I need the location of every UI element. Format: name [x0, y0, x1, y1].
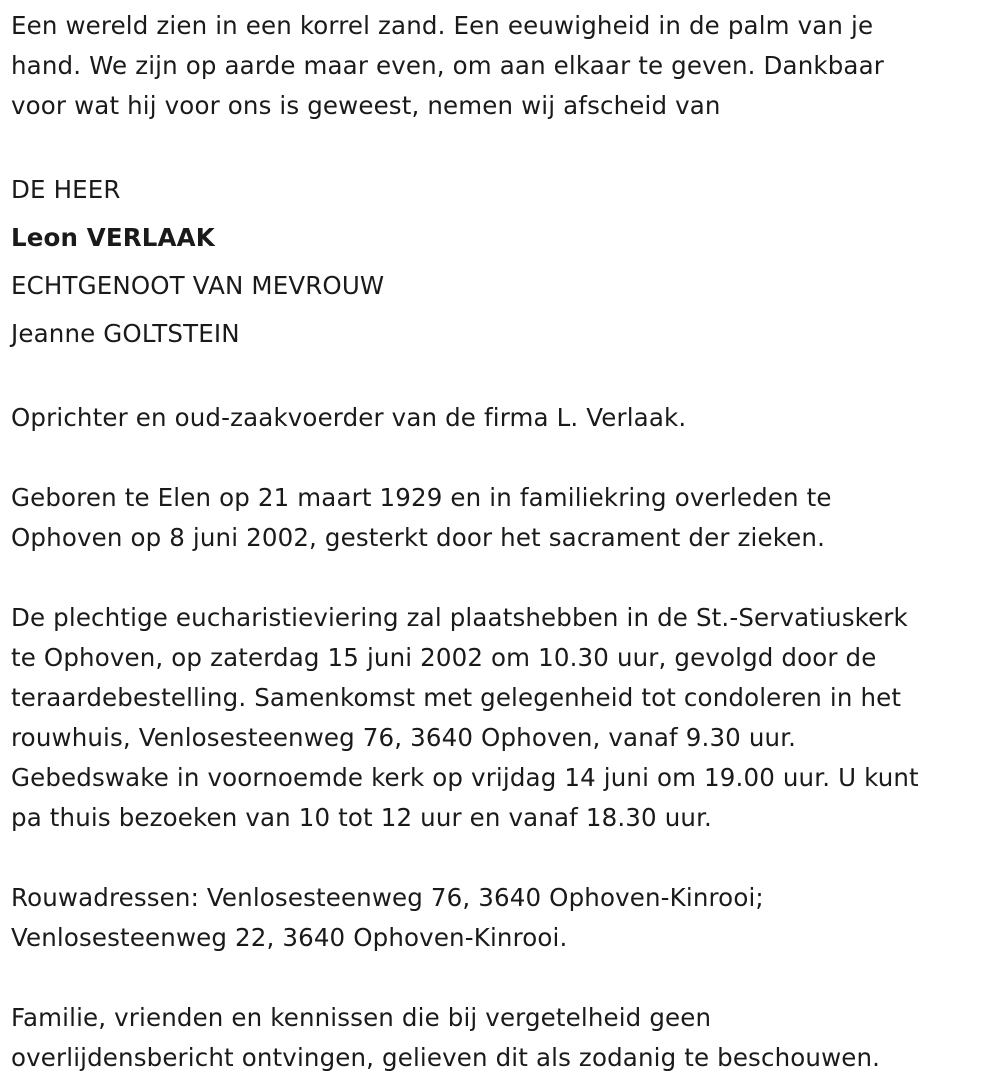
birth-death-line: Geboren te Elen op 21 maart 1929 en in familiekring overleden te [11, 483, 832, 512]
obituary-notice [11, 6, 991, 1078]
ceremony-line: teraardebestelling. Samenkomst met gelegenheid tot condoleren in het [11, 683, 902, 712]
ceremony-line: te Ophoven, op zaterdag 15 juni 2002 om 10.30 uur, gevolgd door de [11, 643, 877, 672]
ceremony-line: pa thuis bezoeken van 10 tot 12 uur en vanaf 18.30 uur. [11, 803, 712, 832]
birth-death-paragraph [11, 478, 991, 558]
notice-paragraph [11, 998, 991, 1078]
intro-line: Een wereld zien in een korrel zand. Een eeuwigheid in de palm van je [11, 11, 874, 40]
salutation: DE HEER [11, 175, 121, 204]
notice-line: Familie, vrienden en kennissen die bij vergetelheid geen [11, 1003, 712, 1032]
deceased-name: Leon VERLAAK [11, 223, 215, 252]
birth-death-line: Ophoven op 8 juni 2002, gesterkt door het sacrament der zieken. [11, 523, 826, 552]
relation-label: ECHTGENOOT VAN MEVROUW [11, 271, 385, 300]
ceremony-line: Gebedswake in voornoemde kerk op vrijdag 14 juni om 19.00 uur. U kunt [11, 763, 919, 792]
intro-line: voor wat hij voor ons is geweest, nemen wij afscheid van [11, 91, 721, 120]
addresses-paragraph [11, 878, 991, 958]
ceremony-paragraph [11, 598, 991, 838]
address-line: Venlosesteenweg 22, 3640 Ophoven-Kinrooi. [11, 923, 568, 952]
occupation-line: Oprichter en oud-zaakvoerder van de firma L. Verlaak. [11, 403, 687, 432]
address-line: Rouwadressen: Venlosesteenweg 76, 3640 Ophoven-Kinrooi; [11, 883, 764, 912]
intro-paragraph [11, 6, 991, 126]
deceased-block [11, 166, 991, 358]
ceremony-line: rouwhuis, Venlosesteenweg 76, 3640 Ophoven, vanaf 9.30 uur. [11, 723, 797, 752]
occupation-paragraph [11, 398, 991, 438]
ceremony-line: De plechtige eucharistieviering zal plaatshebben in de St.-Servatiuskerk [11, 603, 908, 632]
spouse-name: Jeanne GOLTSTEIN [11, 319, 240, 348]
notice-line: overlijdensbericht ontvingen, gelieven dit als zodanig te beschouwen. [11, 1043, 881, 1072]
intro-line: hand. We zijn op aarde maar even, om aan elkaar te geven. Dankbaar [11, 51, 884, 80]
